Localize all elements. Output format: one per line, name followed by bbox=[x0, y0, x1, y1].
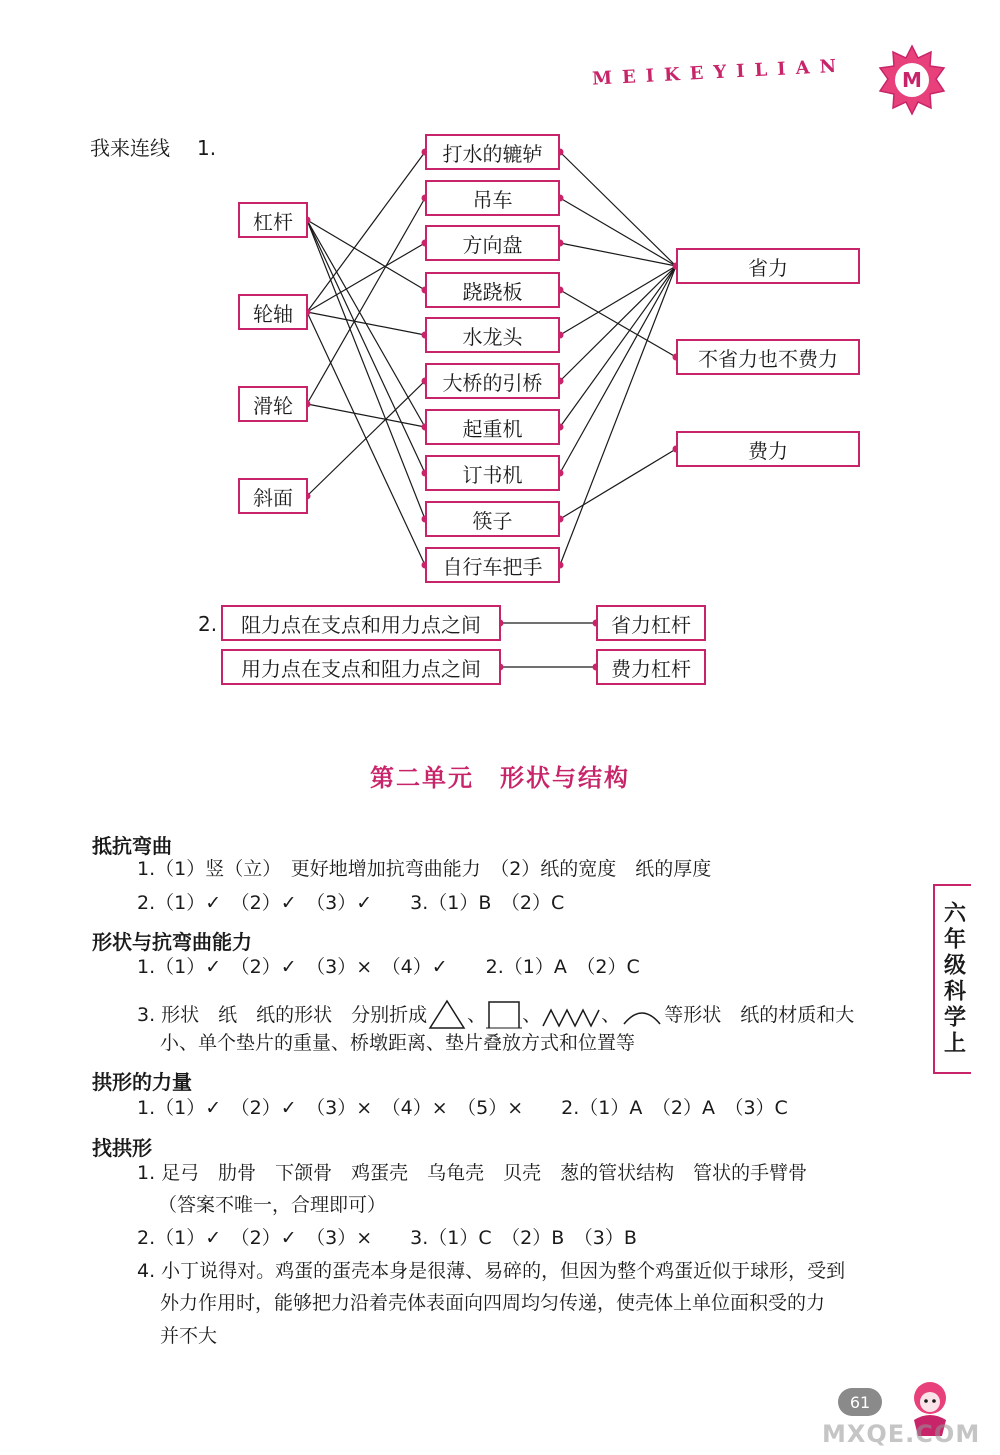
answer-line: 4. 小丁说得对。鸡蛋的蛋壳本身是很薄、易碎的，但因为整个鸡蛋近似于球形，受到 bbox=[137, 1260, 846, 1282]
middle-item: 跷跷板 bbox=[425, 272, 560, 308]
left-item-pulley: 滑轮 bbox=[238, 386, 308, 422]
right-item-save-force: 省力 bbox=[676, 248, 860, 284]
answer-line: 小、单个垫片的重量、桥墩距离、垫片叠放方式和位置等 bbox=[160, 1032, 636, 1054]
answer-line: 2.（1）✓ （2）✓ （3）× 3.（1）C （2）B （3）B bbox=[137, 1227, 637, 1249]
question-number: 1. bbox=[197, 136, 217, 160]
grade-subject-tab: 六年级科学上 bbox=[933, 884, 971, 1074]
middle-item: 水龙头 bbox=[425, 317, 560, 353]
answer-line: 并不大 bbox=[160, 1325, 218, 1347]
line-slope-ramp bbox=[307, 381, 425, 496]
answer-line: （答案不唯一，合理即可） bbox=[158, 1194, 387, 1216]
answer-line: 外力作用时，能够把力沿着壳体表面向四周均匀传递，使壳体上单位面积受的力 bbox=[160, 1292, 826, 1314]
answer-line: 1.（1）✓ （2）✓ （3）× （4）✓ 2.（1）A （2）C bbox=[137, 956, 640, 978]
section-label: 我来连线 bbox=[90, 136, 170, 160]
section-heading: 找拱形 bbox=[92, 1136, 152, 1160]
line-lever-stapler bbox=[307, 220, 425, 473]
middle-item: 订书机 bbox=[425, 455, 560, 491]
middle-item: 打水的辘轳 bbox=[425, 134, 560, 170]
middle-item: 大桥的引桥 bbox=[425, 363, 560, 399]
line-lever-seesaw bbox=[307, 220, 425, 290]
q2-right-item: 省力杠杆 bbox=[596, 605, 706, 641]
page-number: 61 bbox=[838, 1388, 882, 1416]
unit-title: 第二单元 形状与结构 bbox=[370, 764, 630, 792]
answer-line: 1. 足弓 肋骨 下颌骨 鸡蛋壳 乌龟壳 贝壳 葱的管状结构 管状的手臂骨 bbox=[137, 1162, 808, 1184]
square-shape-icon bbox=[486, 998, 522, 1032]
q2-left-item: 阻力点在支点和用力点之间 bbox=[221, 605, 501, 641]
line-axle-tap bbox=[307, 312, 425, 335]
section-heading: 拱形的力量 bbox=[92, 1070, 192, 1094]
separator: 、 bbox=[601, 1003, 621, 1026]
middle-item: 自行车把手 bbox=[425, 547, 560, 583]
answer-line-shapes bbox=[137, 998, 854, 1032]
middle-item: 起重机 bbox=[425, 409, 560, 445]
middle-item: 吊车 bbox=[425, 180, 560, 216]
question-number: 2. bbox=[198, 612, 218, 636]
right-item-neutral: 不省力也不费力 bbox=[676, 339, 860, 375]
section-heading: 抵抗弯曲 bbox=[92, 834, 172, 858]
middle-item: 方向盘 bbox=[425, 225, 560, 261]
q2-right-item: 费力杠杆 bbox=[596, 649, 706, 685]
answer-text: 等形状 纸的材质和大 bbox=[664, 1003, 855, 1026]
left-item-lever: 杠杆 bbox=[238, 202, 308, 238]
section-heading: 形状与抗弯曲能力 bbox=[92, 930, 252, 954]
left-item-slope: 斜面 bbox=[238, 478, 308, 514]
line-axle-windlass bbox=[307, 152, 425, 312]
q2-left-item: 用力点在支点和阻力点之间 bbox=[221, 649, 501, 685]
separator: 、 bbox=[522, 1003, 542, 1026]
right-item-cost-force: 费力 bbox=[676, 431, 860, 467]
middle-item: 筷子 bbox=[425, 501, 560, 537]
answer-text: 3. 形状 纸 纸的形状 分别折成 bbox=[137, 1003, 428, 1026]
line-pulley-crane bbox=[307, 404, 425, 427]
brand-text: MEIKEYILIAN bbox=[591, 55, 847, 90]
triangle-shape-icon bbox=[427, 998, 467, 1032]
logo-letter: M bbox=[902, 68, 922, 92]
line-lever-chopsticks bbox=[307, 220, 425, 519]
zigzag-shape-icon bbox=[541, 998, 601, 1032]
arch-shape-icon bbox=[620, 998, 664, 1032]
answer-line: 1.（1）竖（立） 更好地增加抗弯曲能力 （2）纸的宽度 纸的厚度 bbox=[137, 858, 712, 880]
watermark-text: MXQE.COM bbox=[822, 1420, 981, 1448]
left-item-axle: 轮轴 bbox=[238, 294, 308, 330]
answer-line: 2.（1）✓ （2）✓ （3）✓ 3.（1）B （2）C bbox=[137, 892, 565, 914]
separator: 、 bbox=[467, 1003, 487, 1026]
answer-line: 1.（1）✓ （2）✓ （3）× （4）× （5）× 2.（1）A （2）A （3）C bbox=[137, 1097, 788, 1119]
